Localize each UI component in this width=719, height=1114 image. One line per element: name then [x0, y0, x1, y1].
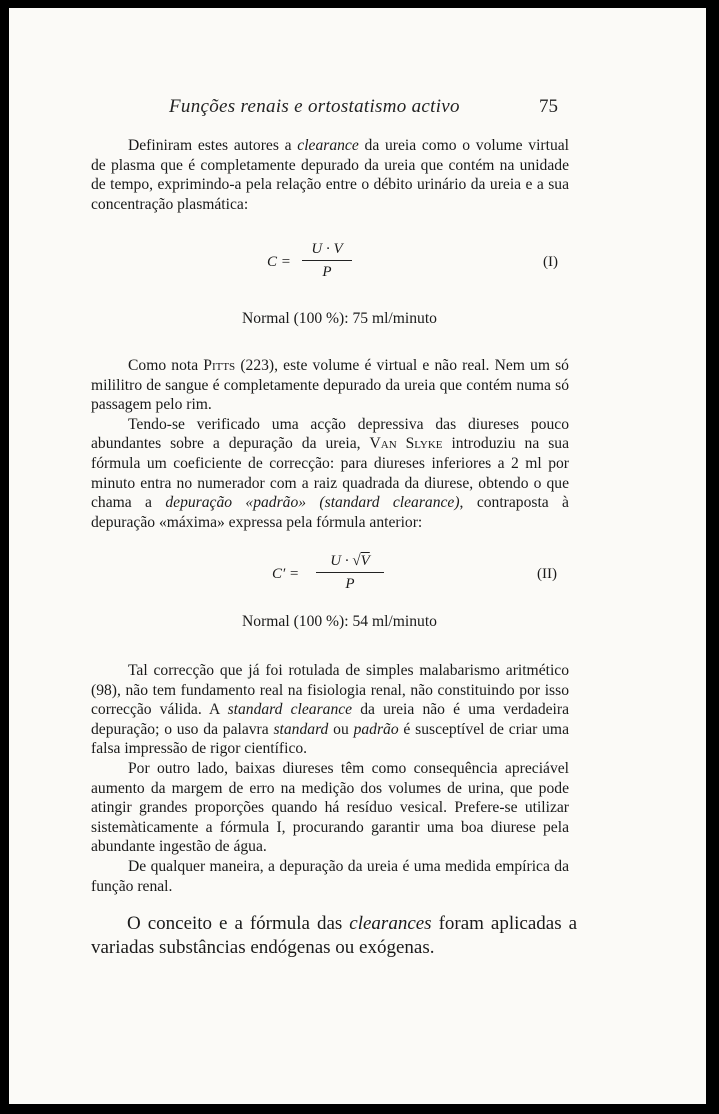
paragraphs-middle [91, 356, 569, 532]
text-run: Como nota [128, 357, 204, 374]
text-run: Definiram estes autores a [128, 137, 298, 154]
paragraph [91, 912, 577, 960]
formula-lhs: C′ = [272, 566, 300, 582]
text-run: da ureia como o volume virtual de plasma que é completamente depurado da ureia que contém na unidade de tempo, exprimindo-a pela relação entre o débito urinário da ureia e a sua concentração plasmática: [91, 137, 569, 213]
text-run: introduziu na sua fórmula um coeficiente de correcção: para diureses inferiores a 2 ml por minuto entra no numerador com a raiz quadrada da diurese, obtendo o que chama a [91, 435, 569, 512]
formula-numerator: U · V [311, 241, 343, 257]
square-root-icon: √ [352, 553, 361, 569]
text-run: , contraposta à depuração «máxima» expressa pela fórmula anterior: [91, 494, 569, 531]
paragraph: Por outro lado, baixas diureses têm como consequência apreciável aumento da margem de erro na medição dos volumes de urina, que pode atingir grandes proporções quando há resíduo vesical. Prefere-se utilizar sistemàticamente a fórmula I, procurando garantir uma boa diurese pela abundante ingestão de água. [91, 759, 569, 856]
page-number: 75 [539, 96, 558, 117]
fraction-bar [316, 572, 384, 573]
formula-fraction [316, 553, 384, 593]
radicand: V [360, 553, 370, 569]
text-run: é susceptível de criar uma falsa impressão de rigor científico. [91, 720, 569, 758]
italic-term: standard clearance [227, 701, 353, 719]
equation-label: (II) [537, 566, 557, 582]
paragraph [91, 356, 569, 415]
author-name: Pitts [203, 357, 236, 374]
italic-term: padrão [353, 720, 399, 738]
author-name: Van Slyke [369, 435, 443, 453]
numerator-prefix: U · [330, 553, 353, 569]
text-run: da ureia não é uma verdadeira depuração; o uso da palavra [91, 701, 569, 738]
paragraph-definition [91, 136, 569, 214]
paragraph [91, 661, 569, 759]
equation-label: (I) [543, 254, 558, 270]
normal-value-1: Normal (100 %): 75 ml/minuto [242, 310, 437, 327]
italic-term: standard [273, 720, 329, 738]
italic-term: depuração «padrão» (standard clearance) [165, 494, 460, 512]
formula-lhs: C = [267, 254, 291, 270]
formula-denominator: P [345, 576, 355, 592]
paragraph [91, 136, 569, 214]
normal-value-2: Normal (100 %): 54 ml/minuto [242, 613, 437, 630]
formula-numerator [316, 553, 384, 570]
text-run: Tal correcção que já foi rotulada de simples malabarismo aritmético (98), não tem fundamento real na fisiologia renal, não constituindo por isso correcção válida. A [91, 662, 569, 719]
italic-term: clearance [297, 137, 359, 154]
formula-fraction [302, 241, 352, 281]
book-page [9, 8, 706, 1104]
formula-1 [9, 241, 706, 287]
text-run: ou [328, 720, 354, 738]
paragraph [91, 415, 569, 533]
fraction-bar [302, 260, 352, 261]
paragraph: De qualquer maneira, a depuração da ureia é uma medida empírica da função renal. [91, 857, 569, 895]
italic-term: clearances [349, 913, 432, 934]
running-title: Funções renais e ortostatismo activo [169, 96, 460, 117]
text-run: O conceito e a fórmula das [127, 913, 350, 934]
text-run: (223), este volume é virtual e não real. Nem um só mililitro de sangue é completamente depurado da ureia que contém numa só passagem pelo rim. [91, 357, 569, 414]
text-run: Tendo-se verificado uma acção depressiva das diureses pouco abundantes sobre a depuração da ureia, [91, 415, 569, 453]
page-header [9, 96, 706, 120]
formula-denominator: P [322, 264, 332, 280]
text-run: foram aplicadas a variadas substâncias endógenas ou exógenas. [91, 913, 578, 958]
closing-paragraph [91, 912, 577, 960]
formula-2 [9, 553, 706, 599]
paragraphs-lower [91, 661, 569, 896]
